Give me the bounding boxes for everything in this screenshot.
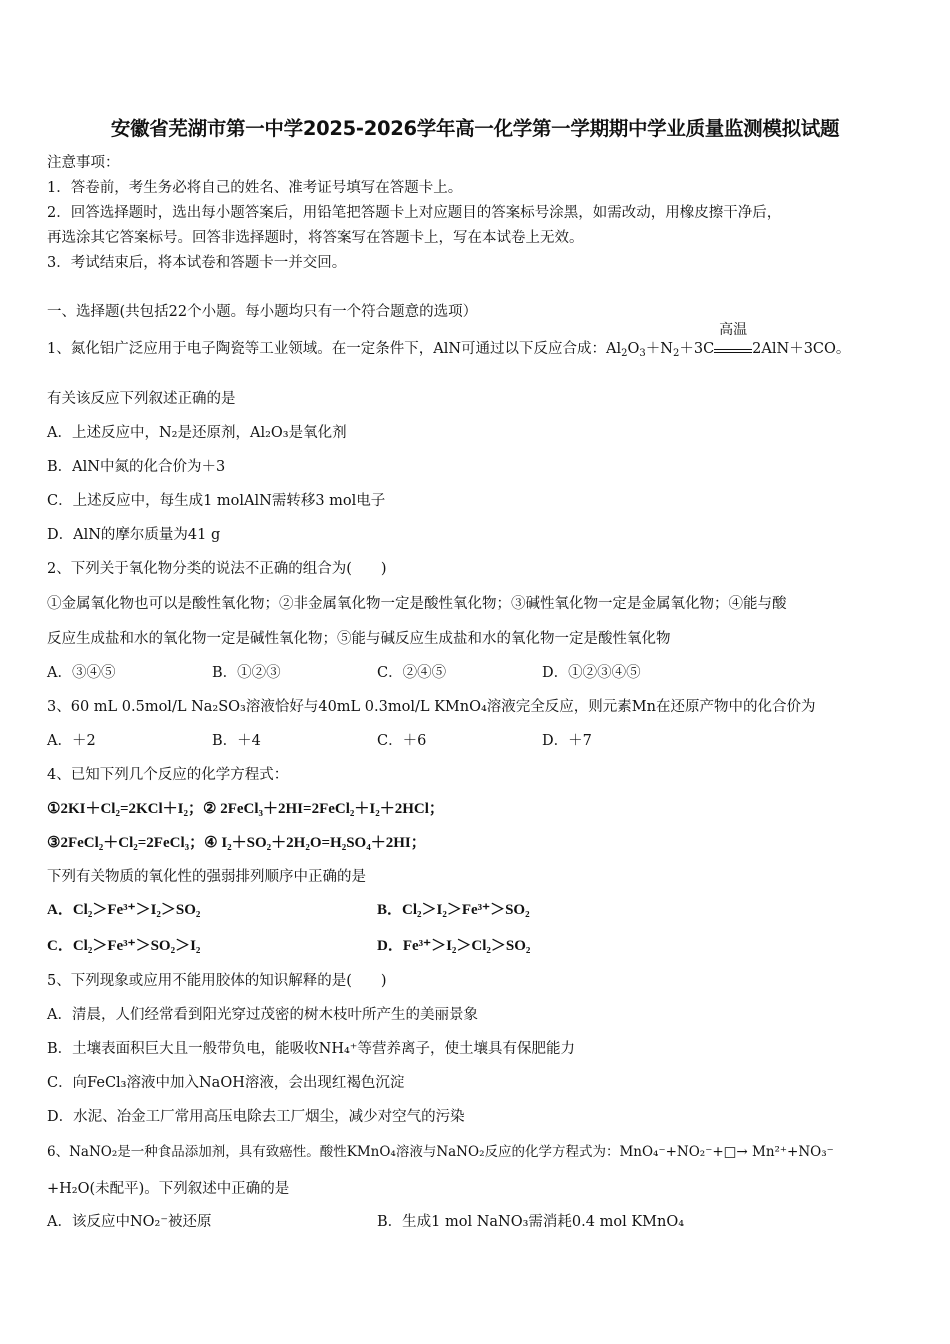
- option-c: C．②④⑤: [377, 665, 447, 681]
- option-c: C．向FeCl₃溶液中加入NaOH溶液，会出现红褐色沉淀: [47, 1075, 405, 1091]
- option-a: A．Cl₂＞Fe³⁺＞I₂＞SO₂: [47, 902, 201, 918]
- notice-item: 3．考试结束后，将本试卷和答题卡一并交回。: [47, 255, 347, 271]
- option-b: B．Cl₂＞I₂＞Fe³⁺＞SO₂: [377, 902, 530, 918]
- reaction-condition: [714, 322, 752, 353]
- question-2-line: ①金属氧化物也可以是酸性氧化物；②非金属氧化物一定是酸性氧化物；③碱性氧化物一定是金属氧化物；④能与酸: [47, 596, 787, 612]
- option-d: D．①②③④⑤: [542, 665, 641, 681]
- option-a: A．③④⑤: [47, 665, 116, 681]
- question-2-stem: 2、下列关于氧化物分类的说法不正确的组合为( ): [47, 561, 387, 577]
- option-d: D．＋7: [542, 733, 592, 749]
- option-b: B．AlN中氮的化合价为＋3: [47, 459, 226, 475]
- question-4-prompt: 下列有关物质的氧化性的强弱排列顺序中正确的是: [47, 869, 366, 885]
- option-a: A．该反应中NO₂⁻被还原: [47, 1214, 212, 1230]
- question-6-stem: 6、NaNO₂是一种食品添加剂，具有致癌性。酸性KMnO₄溶液与NaNO₂反应的化学方程式为：MnO₄⁻+NO₂⁻+□→ Mn²⁺+NO₃⁻: [47, 1144, 834, 1160]
- question-1-prompt: 有关该反应下列叙述正确的是: [47, 391, 236, 407]
- option-d: D．AlN的摩尔质量为41 g: [47, 527, 221, 543]
- question-3-stem: 3、60 mL 0.5mol/L Na₂SO₃溶液恰好与40mL 0.3mol/L KMnO₄溶液完全反应，则元素Mn在还原产物中的化合价为: [47, 699, 816, 715]
- notice-heading: 注意事项：: [47, 155, 120, 171]
- question-1-stem: 1、氮化铝广泛应用于电子陶瓷等工业领域。在一定条件下，AlN可通过以下反应合成：$Al_2O_3+N_2+3C$ 高温 2AlN＋3CO。: [47, 322, 851, 359]
- option-a: A．＋2: [47, 733, 96, 749]
- q1-stem-suffix: 2AlN＋3CO。: [752, 341, 851, 357]
- option-b: B．①②③: [212, 665, 281, 681]
- notice-item: 再选涂其它答案标号。回答非选择题时，将答案写在答题卡上，写在本试卷上无效。: [47, 230, 584, 246]
- notice-item: 2．回答选择题时，选出每小题答案后，用铅笔把答题卡上对应题目的答案标号涂黑，如需改动，用橡皮擦干净后，: [47, 205, 782, 221]
- option-a: A．清晨，人们经常看到阳光穿过茂密的树木枝叶所产生的美丽景象: [47, 1007, 478, 1023]
- q1-stem-prefix: 1、氮化铝广泛应用于电子陶瓷等工业领域。在一定条件下，AlN可通过以下反应合成：Al: [47, 341, 622, 357]
- option-c: C．Cl₂＞Fe³⁺＞SO₂＞I₂: [47, 938, 201, 954]
- page-title: 安徽省芜湖市第一中学2025-2026学年高一化学第一学期期中学业质量监测模拟试题: [110, 117, 840, 140]
- question-2-line: 反应生成盐和水的氧化物一定是碱性氧化物；⑤能与碱反应生成盐和水的氧化物一定是酸性氧化物: [47, 631, 671, 647]
- section-heading: 一、选择题(共包括22个小题。每小题均只有一个符合题意的选项）: [47, 304, 478, 320]
- option-d: D．Fe³⁺＞I₂＞Cl₂＞SO₂: [377, 938, 531, 954]
- question-6-stem-cont: +H₂O(未配平)。下列叙述中正确的是: [47, 1181, 290, 1197]
- equation-line: ①2KI＋Cl₂=2KCl＋I₂；② 2FeCl₃＋2HI=2FeCl₂＋I₂＋2HCl；: [47, 801, 444, 817]
- option-a: A．上述反应中，N₂是还原剂，Al₂O₃是氧化剂: [47, 425, 347, 441]
- question-4-stem: 4、已知下列几个反应的化学方程式：: [47, 767, 289, 783]
- option-c: C．＋6: [377, 733, 427, 749]
- option-b: B．土壤表面积巨大且一般带负电，能吸收NH₄⁺等营养离子，使土壤具有保肥能力: [47, 1041, 575, 1057]
- option-b: B．＋4: [212, 733, 261, 749]
- condition-label: 高温: [719, 322, 748, 338]
- option-c: C．上述反应中，每生成1 molAlN需转移3 mol电子: [47, 493, 386, 509]
- option-d: D．水泥、冶金工厂常用高压电除去工厂烟尘，减少对空气的污染: [47, 1109, 465, 1125]
- notice-item: 1．答卷前，考生务必将自己的姓名、准考证号填写在答题卡上。: [47, 180, 463, 196]
- equation-line: ③2FeCl₂＋Cl₂=2FeCl₃；④ I₂＋SO₂＋2H₂O=H₂SO₄＋2HI；: [47, 835, 426, 851]
- option-b: B．生成1 mol NaNO₃需消耗0.4 mol KMnO₄: [377, 1214, 685, 1230]
- question-5-stem: 5、下列现象或应用不能用胶体的知识解释的是( ): [47, 973, 387, 989]
